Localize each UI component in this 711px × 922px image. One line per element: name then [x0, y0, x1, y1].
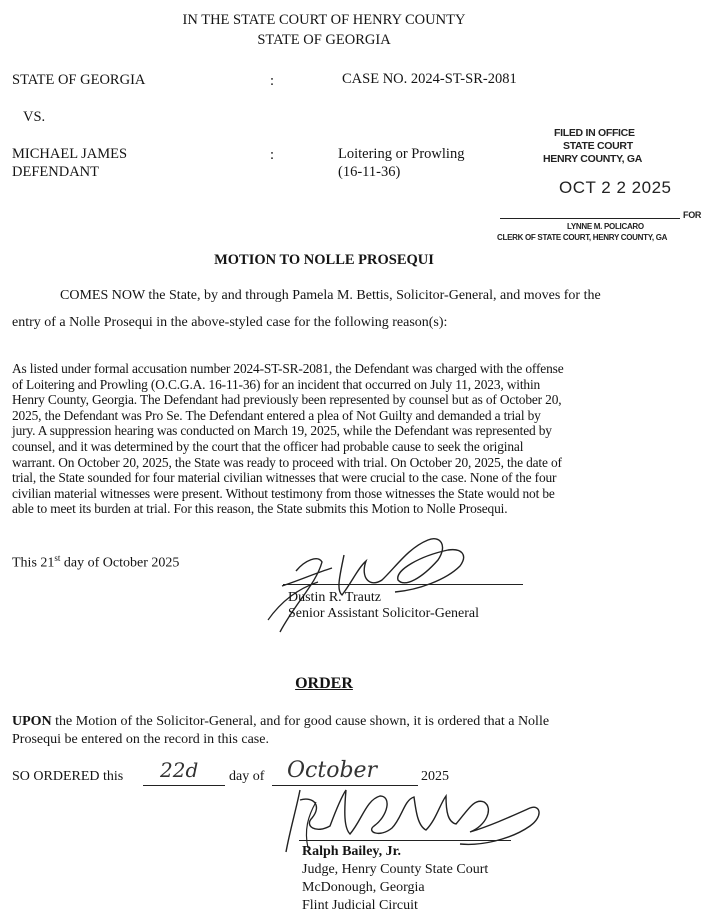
stamp-filed-in-office: FILED IN OFFICE — [554, 127, 635, 139]
judicial-circuit: Flint Judicial Circuit — [302, 898, 418, 913]
motion-signer-name: Dustin R. Trautz — [288, 590, 381, 605]
court-name: IN THE STATE COURT OF HENRY COUNTY — [182, 12, 466, 28]
defendant-name: MICHAEL JAMES — [12, 146, 128, 162]
reason-line: 2025, the Defendant was Pro Se. The Defendant entered a plea of Not Guilty and demanded a trial by — [12, 407, 541, 423]
judge-name: Ralph Bailey, Jr. — [302, 844, 402, 859]
motion-signer-title: Senior Assistant Solicitor-General — [288, 606, 480, 621]
court-state: STATE OF GEORGIA — [257, 32, 391, 48]
charge-name: Loitering or Prowling — [338, 146, 465, 162]
caption-colon: : — [270, 73, 275, 89]
stamp-county: HENRY COUNTY, GA — [543, 153, 643, 165]
case-number: CASE NO. 2024-ST-SR-2081 — [342, 71, 517, 87]
motion-date-suffix: day of October 2025 — [60, 555, 180, 571]
plaintiff-name: STATE OF GEORGIA — [12, 72, 146, 88]
motion-date-prefix: This 21 — [12, 555, 55, 571]
judge-title: Judge, Henry County State Court — [302, 862, 489, 877]
charge-statute: (16-11-36) — [338, 164, 401, 180]
reason-line: Henry County, Georgia. The Defendant had previously been represented by counsel but as of October 20, — [12, 392, 562, 408]
stamp-state-court: STATE COURT — [563, 140, 633, 152]
caption-colon-2: : — [270, 147, 275, 163]
order-day-of: day of — [229, 769, 265, 784]
order-line-2: Prosequi be entered on the record in this case. — [12, 732, 269, 747]
stamp-clerk-name: LYNNE M. POLICARO — [567, 222, 644, 231]
order-month-handwritten: October — [287, 758, 378, 783]
judge-location: McDonough, Georgia — [302, 880, 425, 895]
order-title: ORDER — [295, 675, 353, 692]
reason-line: As listed under formal accusation number 2024-ST-SR-2081, the Defendant was charged with the offense — [12, 361, 564, 376]
reason-line: jury. A suppression hearing was conducted on March 19, 2025, while the Defendant was represented by — [12, 423, 552, 439]
order-day-handwritten: 22d — [160, 758, 199, 782]
reason-line: warrant. On October 20, 2025, the State was ready to proceed with trial. On October 20, 2025, the date of — [12, 454, 562, 470]
motion-title: MOTION TO NOLLE PROSEQUI — [214, 252, 434, 268]
versus-label: VS. — [23, 109, 46, 125]
stamp-for-label: FOR — [683, 210, 702, 220]
order-upon: UPON — [12, 714, 52, 729]
stamp-date: OCT 2 2 2025 — [559, 178, 672, 197]
reason-line: trial, the State sounded for four material civilian witnesses that were crucial to the case. None of the four — [12, 470, 557, 486]
reason-line: counsel, and it was determined by the court that the officer had probable cause to seek the original — [12, 438, 524, 454]
reason-line: civilian material witnesses were present. Without testimony from those witnesses the State would not be — [12, 485, 555, 501]
reason-line: of Loitering and Prowling (O.C.G.A. 16-11-36) for an incident that occurred on July 11, 2023, within — [12, 376, 541, 392]
defendant-label: DEFENDANT — [12, 164, 99, 180]
motion-date-ordinal: st — [54, 553, 61, 563]
order-line-1-text: the Motion of the Solicitor-General, and for good cause shown, it is ordered that a Nolle — [51, 714, 550, 729]
order-year: 2025 — [421, 769, 449, 784]
stamp-clerk-title: CLERK OF STATE COURT, HENRY COUNTY, GA — [497, 233, 668, 242]
reason-line: able to meet its burden at trial. For this reason, the State submits this Motion to Nolle Prosequi. — [12, 501, 508, 517]
motion-intro-line-2: entry of a Nolle Prosequi in the above-styled case for the following reason(s): — [12, 315, 448, 330]
motion-intro-line-1: COMES NOW the State, by and through Pamela M. Bettis, Solicitor-General, and moves for the — [60, 288, 601, 303]
so-ordered-label: SO ORDERED this — [12, 769, 124, 784]
